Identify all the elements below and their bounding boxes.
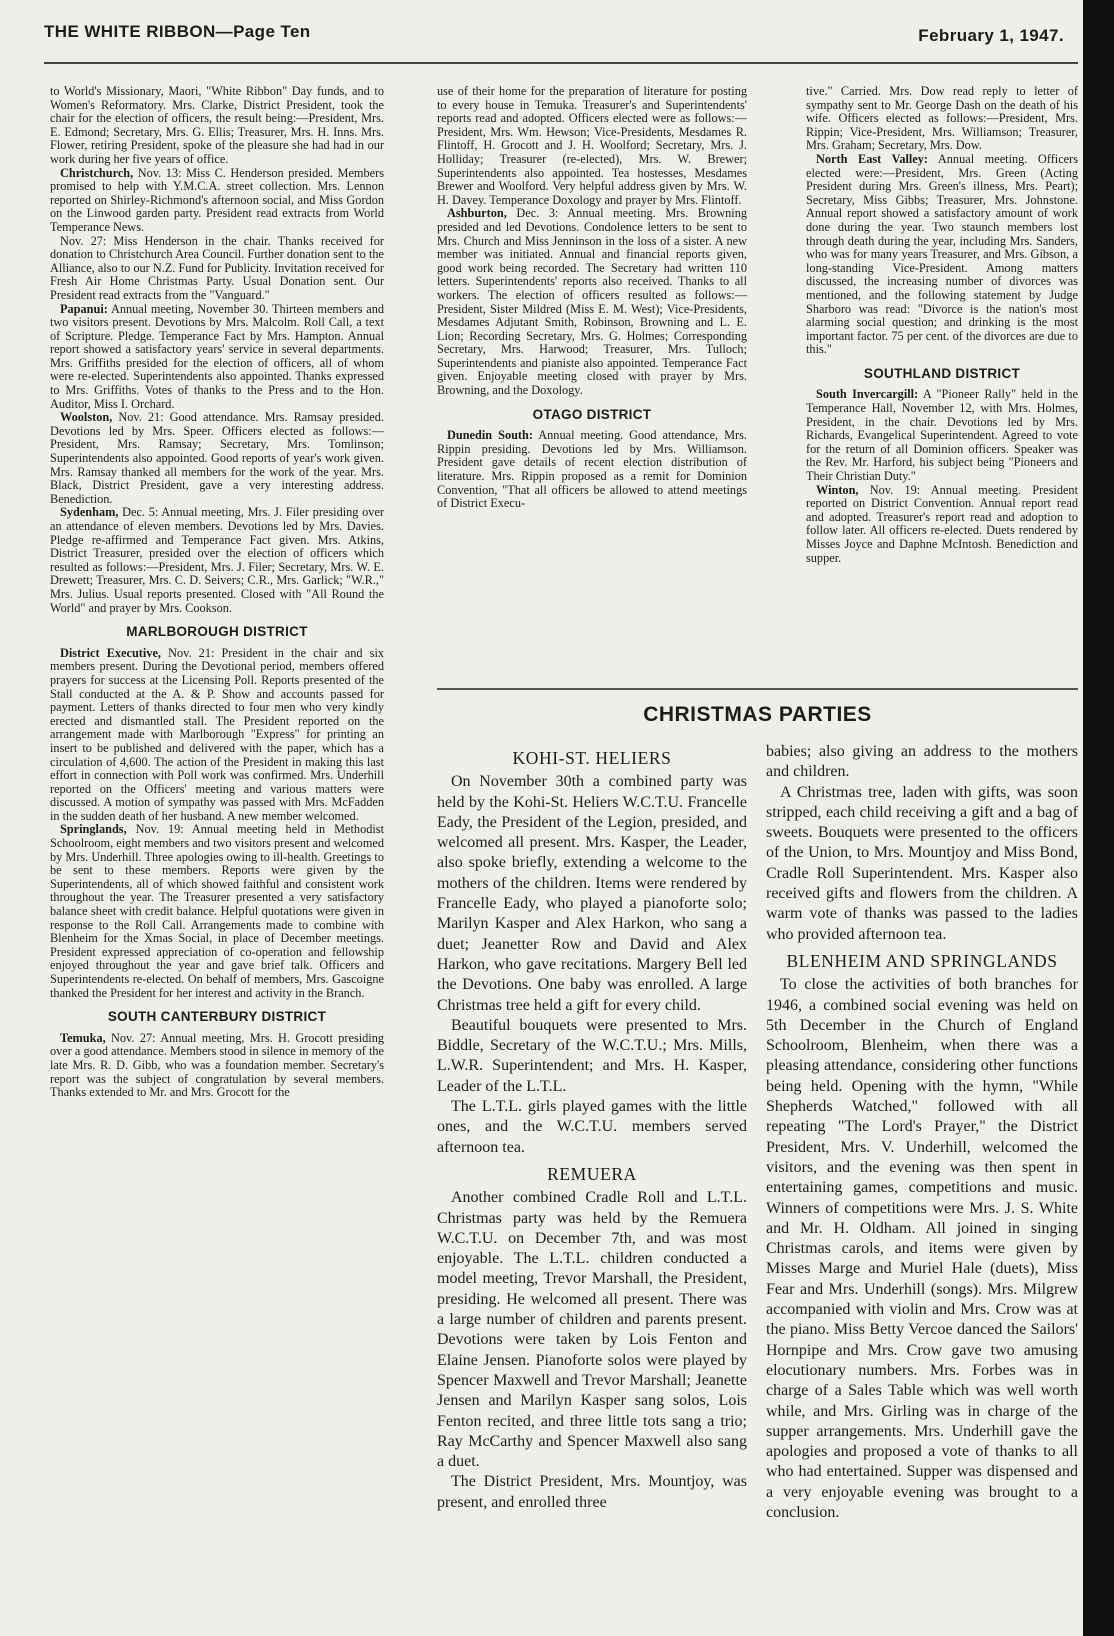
branch-name: Sydenham, bbox=[60, 505, 119, 520]
section-divider bbox=[437, 688, 1078, 690]
branch-name: District Executive, bbox=[60, 645, 162, 660]
article-paragraph: Springlands, Nov. 19: Annual meeting held in Methodist Schoolroom, eight members and two visitors present and welcomed by Mrs. Underhill. Three apologies owing to ill-health. Greetings to be sent to these members. Reports were given by the Superintendents, all of which showed faithful and consistent work throughout the year. The Treasurer presented a very satisfactory balance sheet with credit balance. Helpful quotations were given in response to the Roll Call. Arrangements made to combine with Blenheim for the Xmas Social, in place of December meetings. President expressed appreciation of co-operation and fellowship enjoyed throughout the year and gave brief talk. Officers and Superintendents re-elected. On behalf of members, Mrs. Gascoigne thanked the President for her interest and activity in the Branch. bbox=[50, 822, 384, 1000]
article-paragraph: North East Valley: Annual meeting. Officers elected were:—President, Mrs. Green (Acting President during Mrs. Green's illness, Mrs. Peart); Secretary, Miss Gibbs; Treasurer, Mrs. Johnstone. Annual report showed a satisfactory amount of work done during the year. Two staunch members lost through death during the year, including Mrs. Sanders, who was for many years Treasurer, and Mrs. Gibson, a long-standing Vice-President. Among matters discussed, the increasing number of divorces was mentioned, and the following statement by Judge Sharboro was read: "Divorce is the nation's most alarming social question; and drinking is the most important factor. 75 per cent. of the divorces are due to this." bbox=[806, 151, 1078, 357]
district-heading: SOUTH CANTERBURY DISTRICT bbox=[107, 1009, 327, 1025]
christmas-column-1 bbox=[437, 742, 747, 1627]
branch-name: Springlands, bbox=[60, 822, 127, 837]
article-paragraph: Woolston, Nov. 21: Good attendance. Mrs. Ramsay presided. Devotions led by Mrs. Speer. Officers elected as follows:—President, Mrs. Ramsay; Secretary, Mrs. Tomlinson; Superintendents also appointed. Good reports of year's work given. Mrs. Ramsay thanked all members for the work of the year. Mrs. Black, District President, gave a very interesting address. Benediction. bbox=[50, 410, 384, 506]
issue-date: February 1, 1947. bbox=[918, 26, 1064, 45]
page-edge-shadow bbox=[1083, 0, 1114, 1636]
district-heading: OTAGO DISTRICT bbox=[532, 406, 652, 422]
column-2 bbox=[437, 85, 747, 667]
district-heading: SOUTHLAND DISTRICT bbox=[863, 365, 1021, 381]
article-paragraph: Papanui: Annual meeting, November 30. Thirteen members and two visitors present. Devotions by Mrs. Malcolm. Roll Call, a text of Scripture. Pledge. Temperance Fact by Mrs. Hampton. Annual report showed a satisfactory years' service in several departments. Mrs. Griffiths presided for the election of officers, all of whom were re-elected. Superintendents also appointed. Thanks expressed to Mrs. Griffiths. Votes of thanks to the Press and to the Hon. Auditor, Miss I. Orchard. bbox=[50, 301, 384, 411]
christmas-column-2 bbox=[766, 742, 1078, 1627]
article-paragraph: Nov. 27: Miss Henderson in the chair. Thanks received for donation to Christchurch Area Council. Further donation sent to the Alliance, also to our N.Z. Fund for Publicity. Invitation received for Fresh Air Home Christmas Party. Usual Donation sent. Our President read extracts from the "Vanguard." bbox=[50, 233, 384, 302]
article-paragraph: On November 30th a combined party was held by the Kohi-St. Heliers W.C.T.U. Francelle Eady, the President of the Legion, presided, and welcomed all present. Mrs. Kasper, the Leader, also spoke briefly, extending a welcome to the mothers of the children. Items were rendered by Francelle Eady, who played a pianoforte solo; Marilyn Kasper and Alex Harkon, who sang a duet; Jeanetter Row and David and Alex Harkon, who gave recitations. Margery Bell led the Devotions. One baby was enrolled. A large Christmas tree held a gift for every child. bbox=[437, 773, 747, 1014]
branch-name: Woolston, bbox=[60, 410, 113, 425]
christmas-parties-title: CHRISTMAS PARTIES bbox=[643, 703, 872, 726]
party-heading: KOHI-ST. HELIERS bbox=[512, 748, 672, 768]
branch-name: North East Valley: bbox=[816, 151, 929, 166]
article-paragraph: District Executive, Nov. 21: President in the chair and six members present. During the Devotional period, members offered prayers for success at the Licensing Poll. Reports presented of the Stall conducted at the A. & P. Show and accounts passed for payment. Letters of thanks directed to four men who very kindly erected and dismantled stall. The President reported on the arrangement made with Marlborough "Express" for printing an insert to be published and delivered with the paper, which has a circulation of 4,600. The action of the President in making this last effort in connection with Poll work was confirmed. Mrs. Underhill reported on the Officers' meeting and various matters were discussed. A motion of sympathy was passed with Mrs. McFadden in the sudden death of her husband. A new member welcomed. bbox=[50, 645, 384, 823]
branch-name: Ashburton, bbox=[447, 206, 507, 221]
branch-name: Christchurch, bbox=[60, 165, 134, 180]
column-1 bbox=[50, 85, 384, 1625]
branch-name: Dunedin South: bbox=[447, 428, 533, 443]
article-paragraph: to World's Missionary, Maori, "White Ribbon" Day funds, and to Women's Reformatory. Mrs. Clarke, District President, took the chair for the election of officers, the result being:—President, Mrs. E. Edmond; Secretary, Mrs. G. Ellis; Treasurer, Mrs. H. Inns. Mrs. Flower, retiring President, spoke of the pleasure she had had in our work during her five years of office. bbox=[50, 85, 384, 166]
column-3 bbox=[806, 85, 1078, 667]
article-paragraph: Dunedin South: Annual meeting. Good attendance, Mrs. Rippin presiding. Devotions led by Mrs. Williamson. President gave details of recent election distribution of literature. Mrs. Rippin proposed as a remit for Dominion Convention, "That all officers be allowed to attend meetings of District Execu- bbox=[437, 428, 747, 511]
branch-name: South Invercargill: bbox=[816, 387, 919, 402]
branch-name: Papanui: bbox=[60, 301, 108, 316]
article-paragraph: babies; also giving an address to the mothers and children. bbox=[766, 743, 1078, 781]
article-paragraph: Beautiful bouquets were presented to Mrs. Biddle, Secretary of the W.C.T.U.; Mrs. Mills, L.W.R. Superintendent; and Mrs. H. Kasper, Leader of the L.T.L. bbox=[437, 1016, 747, 1095]
article-paragraph: Another combined Cradle Roll and L.T.L. Christmas party was held by the Remuera W.C.T.U. on December 7th, and was most enjoyable. The L.T.L. children conducted a model meeting, Trevor Marshall, the President, presiding. He welcomed all present. There was a large number of children and parents present. Devotions were taken by Lois Fenton and Elaine Jensen. Pianoforte solos were played by Spencer Maxwell and Trevor Marshall; Jeanette Jensen and Marilyn Kasper sang solos, Lois Fenton recited, and three little tots sang a trio; Ray McCarthy and Spencer Maxwell also sang a duet. bbox=[437, 1189, 747, 1471]
article-paragraph: South Invercargill: A "Pioneer Rally" held in the Temperance Hall, November 12, with Mrs. Holmes, President, in the chair. Devotions led by Mrs. Richards, Evangelical Superintendent. Agreed to vote for the return of all Dominion officers. Speaker was the Rev. Mr. Harford, his subject being "Pioneers and Their Christian Duty." bbox=[806, 387, 1078, 484]
article-paragraph: Temuka, Nov. 27: Annual meeting, Mrs. H. Grocott presiding over a good attendance. Members stood in silence in memory of the late Mrs. R. D. Gibb, who was a foundation member. Secretary's report was the subject of congratulation by several members. Thanks extended to Mr. and Mrs. Grocott for the bbox=[50, 1030, 384, 1100]
article-paragraph: The District President, Mrs. Mountjoy, was present, and enrolled three bbox=[437, 1473, 747, 1511]
article-paragraph: Christchurch, Nov. 13: Miss C. Henderson presided. Members promised to help with Y.M.C.A. street collection. Mrs. Lennon reported on Shirley-Richmond's afternoon social, and Miss Gordon on the Linwood garden party. President read extracts from World Temperance News. bbox=[50, 165, 384, 234]
article-paragraph: To close the activities of both branches for 1946, a combined social evening was held on 5th December in the Church of England Schoolroom, Blenheim, when there was a pleasing attendance, considering other functions being held. Opening with the hymn, "While Shepherds Watched," followed with all repeating "The Lord's Prayer," the District President, Mrs. V. Underhill, welcomed the visitors, and the evening was then spent in entertaining games, competitions and music. Winners of competitions were Mrs. J. S. White and Mr. H. Oldham. All joined in singing Christmas carols, and items were given by Misses Marge and Muriel Hale (duets), Miss Fear and Mrs. Underhill (songs). Mrs. Milgrew accompanied with violin and Mrs. Crow was at the piano. Miss Betty Vercoe danced the Sailors' Hornpipe and Mrs. Crow gave two amusing elocutionary numbers. Mrs. Forbes was in charge of a Sales Table which was well worth while, and Mrs. Girling was in charge of the supper arrangements. Mrs. Underhill gave the apologies and proposed a vote of thanks to all who had entertained. Supper was dispensed and a very enjoyable evening was brought to a conclusion. bbox=[766, 976, 1078, 1521]
party-heading: BLENHEIM AND SPRINGLANDS bbox=[786, 950, 1058, 971]
article-paragraph: A Christmas tree, laden with gifts, was soon stripped, each child receiving a gift and a bag of sweets. Bouquets were presented to the officers of the Union, to Mrs. Mountjoy and Miss Bond, Cradle Roll Superintendent. Mrs. Kasper also received gifts and flowers from the children. A warm vote of thanks was passed to the ladies who provided afternoon tea. bbox=[766, 783, 1078, 943]
article-paragraph: use of their home for the preparation of literature for posting to every house in Temuka. Treasurer's and Superintendents' reports read and adopted. Officers elected were as follows:—President, Mrs. Wm. Hewson; Vice-Presidents, Mesdames R. Flintoff, H. Grocott and J. H. Woolford; Secretary, Mrs. J. Holliday; Treasurer (re-elected), Mrs. W. Brewer; Superintendents also appointed. Tea hostesses, Mesdames Brewer and Woolford. Very helpful address given by Mrs. W. H. Davey. Temperance Doxology and prayer by Mrs. Flintoff. bbox=[437, 85, 747, 207]
article-paragraph: Ashburton, Dec. 3: Annual meeting. Mrs. Browning presided and led Devotions. Condolence letters to be sent to Mrs. Church and Miss Jenninson in the loss of a sister. A new member was initiated. Annual and financial reports given, good work being recorded. The Secretary had written 110 letters. Superintendents' reports also received. Thanks to all workers. The election of officers resulted as follows:—President, Sister Mildred (Miss E. M. West); Vice-Presidents, Mesdames Adjutant Smith, Robinson, Browning and L. E. Lion; Recording Secretary, Mrs. G. Holmes; Corresponding Secretary, Mrs. Harwood; Treasurer, Mrs. Tulloch; Superintendents and pianiste also appointed. Temperance Fact given. Enjoyable meeting closed with prayer by Mrs. Browning, and the Doxology. bbox=[437, 206, 747, 398]
article-paragraph: tive." Carried. Mrs. Dow read reply to letter of sympathy sent to Mr. George Dash on the death of his wife. Officers elected as follows:—President, Mrs. Rippin; Vice-President, Mrs. Williamson; Treasurer, Mrs. Graham; Secretary, Mrs. Dow. bbox=[806, 85, 1078, 153]
district-heading: MARLBOROUGH DISTRICT bbox=[126, 624, 308, 640]
publication-title: THE WHITE RIBBON—Page Ten bbox=[44, 22, 311, 41]
header-divider bbox=[44, 62, 1078, 64]
article-paragraph: Winton, Nov. 19: Annual meeting. President reported on District Convention. Annual report read and adopted. Treasurer's report read and adoption to follow later. All officers re-elected. Duets rendered by Misses Joyce and Daphne McIntosh. Benediction and supper. bbox=[806, 482, 1078, 565]
party-heading: REMUERA bbox=[547, 1163, 637, 1184]
branch-name: Temuka, bbox=[60, 1030, 106, 1045]
branch-name: Winton, bbox=[816, 482, 859, 497]
article-paragraph: Sydenham, Dec. 5: Annual meeting, Mrs. J. Filer presiding over an attendance of eleven members. Devotions led by Mrs. Davies. Pledge re-affirmed and Temperance Fact given. Mrs. Atkins, District Treasurer, presided over the election of officers which resulted as follows:—President, Mrs. J. Filer; Secretary, Mrs. W. E. Drewett; Treasurer, Mrs. C. D. Seivers; C.R., Mrs. Garlick; "W.R.," Mrs. Julius. Usual reports presented. Closed with "All Round the World" and prayer by Mrs. Cookson. bbox=[50, 505, 384, 615]
page-header bbox=[44, 22, 1064, 52]
article-paragraph: The L.T.L. girls played games with the little ones, and the W.C.T.U. members served afternoon tea. bbox=[437, 1098, 747, 1156]
